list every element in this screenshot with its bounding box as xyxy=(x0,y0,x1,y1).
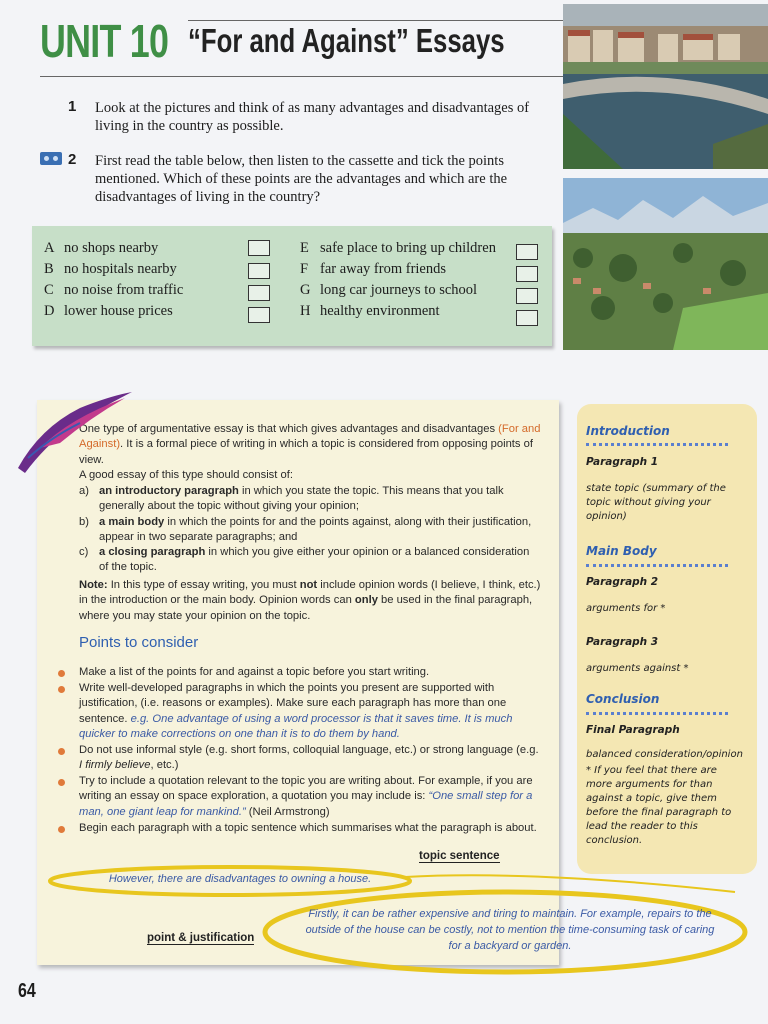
paragraph-3-label: Paragraph 3 xyxy=(586,636,659,648)
cassette-icon xyxy=(40,152,62,165)
list-item: Make a list of the points for and against a topic before you start writing. xyxy=(79,666,430,678)
table-row: C no noise from traffic xyxy=(44,282,184,298)
bullet-icon xyxy=(58,779,65,786)
unit-number: UNIT 10 xyxy=(40,15,169,67)
structure-list xyxy=(79,484,541,576)
list-item: b) a main body in which the points for and the points against, along with their justification, appear in two separate paragraphs; and xyxy=(79,515,532,543)
introduction-heading: Introduction xyxy=(586,424,670,438)
title-rule-bottom xyxy=(40,76,564,77)
point-justification-example: Firstly, it can be rather expensive and tiring to maintain. For example, repairs to the outside of the house can be costly, not to mention the time-consuming task of caring for a backyard or garden. xyxy=(305,908,715,952)
table-row: D lower house prices xyxy=(44,303,173,319)
dotted-divider xyxy=(586,564,728,567)
list-item: c) a closing paragraph in which you give either your opinion or a balanced consideration of the topic. xyxy=(79,546,530,574)
table-row: A no shops nearby xyxy=(44,240,159,256)
points-heading: Points to consider xyxy=(79,634,199,651)
table-row: E safe place to bring up children xyxy=(300,240,496,256)
page-number: 64 xyxy=(18,980,36,1002)
point-justification-label: point & justification xyxy=(147,932,255,944)
list-item: Do not use informal style (e.g. short forms, colloquial language, etc.) or strong language (e.g. I firmly believe, etc.) xyxy=(79,744,539,772)
table-row: B no hospitals nearby xyxy=(44,261,177,277)
topic-sentence-label: topic sentence xyxy=(419,850,500,862)
table-row: F far away from friends xyxy=(300,261,447,277)
bullet-icon xyxy=(58,826,65,833)
brush-stroke-decoration xyxy=(10,388,140,478)
question-number-1: 1 xyxy=(68,98,77,115)
town-river-photo xyxy=(563,4,768,169)
list-item: Begin each paragraph with a topic sentence which summarises what the paragraph is about. xyxy=(79,822,537,834)
tick-box[interactable] xyxy=(248,263,270,279)
bullet-icon xyxy=(58,748,65,755)
tick-box[interactable] xyxy=(248,307,270,323)
title-rule xyxy=(188,20,564,21)
tick-box[interactable] xyxy=(516,244,538,260)
table-row: G long car journeys to school xyxy=(300,282,478,298)
paragraph-3-note: arguments against * xyxy=(586,663,689,674)
tick-box[interactable] xyxy=(516,310,538,326)
footnote: * If you feel that there are more arguments for than against a topic, give them before the final paragraph to lead the reader to this conclusion. xyxy=(586,765,732,846)
intro-paragraph: One type of argumentative essay is that which gives advantages and disadvantages (For and Against). It is a formal piece of writing in which a topic is considered from opposing points of view. A good essay of this type should consist of: xyxy=(79,423,541,481)
question-2-text: First read the table below, then listen to the cassette and tick the points mentioned. Which of these points are the advantages and which are the disadvantages of living in the country? xyxy=(95,153,508,205)
paragraph-1-note: state topic (summary of the topic without giving your opinion) xyxy=(586,483,726,522)
question-1-text: Look at the pictures and think of as many advantages and disadvantages of living in the country as possible. xyxy=(95,100,530,134)
countryside-valley-photo xyxy=(563,178,768,350)
bullet-icon xyxy=(58,686,65,693)
list-item: a) an introductory paragraph in which you state the topic. This means that you talk generally about the topic without giving your opinion; xyxy=(79,485,504,513)
essay-plan-sidebar xyxy=(577,404,757,874)
dotted-divider xyxy=(586,443,728,446)
list-item: Write well-developed paragraphs in which the points you present are supported with justification, (i.e. reasons or examples). Make sure each paragraph has more than one sentence. e.g. One advantage of using a word processor is that it saves time. It is much quicker to make corrections on one than it is to do them by hand. xyxy=(79,682,513,740)
tick-box[interactable] xyxy=(248,285,270,301)
final-paragraph-label: Final Paragraph xyxy=(586,724,680,736)
paragraph-2-label: Paragraph 2 xyxy=(586,576,659,588)
points-table xyxy=(32,226,552,346)
tick-box[interactable] xyxy=(248,240,270,256)
list-item: Try to include a quotation relevant to the topic you are writing about. For example, if you are writing an essay on space exploration, a quotation you may include is: “One small step for a man, one giant leap for mankind.” (Neil Armstrong) xyxy=(79,775,533,818)
paragraph-2-note: arguments for * xyxy=(586,603,666,614)
final-paragraph-note: balanced consideration/opinion xyxy=(586,749,743,760)
tick-box[interactable] xyxy=(516,266,538,282)
topic-sentence-example: However, there are disadvantages to owning a house. xyxy=(108,873,372,885)
note-paragraph: Note: In this type of essay writing, you must not include opinion words (I believe, I think, etc.) in the introduction or the main body. Opinion words can only be used in the final paragraph, where you may state your opinion on the topic. xyxy=(79,579,541,622)
tick-box[interactable] xyxy=(516,288,538,304)
table-row: H healthy environment xyxy=(300,303,440,319)
conclusion-heading: Conclusion xyxy=(586,692,660,706)
question-number-2: 2 xyxy=(68,151,77,168)
main-body-heading: Main Body xyxy=(586,544,657,558)
dotted-divider xyxy=(586,712,728,715)
paragraph-1-label: Paragraph 1 xyxy=(586,456,659,468)
unit-title: “For and Against” Essays xyxy=(188,22,505,59)
bullet-icon xyxy=(58,670,65,677)
